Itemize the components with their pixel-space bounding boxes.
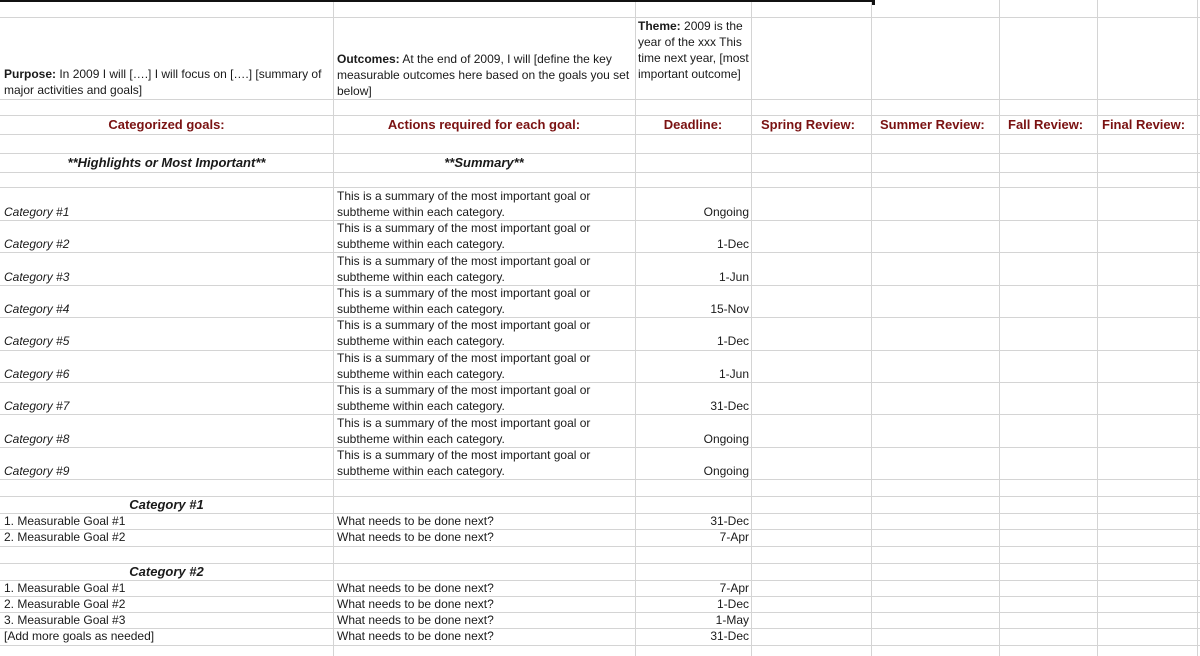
gridline <box>0 447 1200 448</box>
gridline <box>0 252 1200 253</box>
summary-text-line1[interactable]: This is a summary of the most important goal or <box>337 189 591 203</box>
summary-deadline[interactable]: 1-Dec <box>716 334 749 348</box>
gridline <box>0 382 1200 383</box>
goal-name[interactable]: 1. Measurable Goal #1 <box>4 581 126 595</box>
gridline <box>0 513 1200 514</box>
gridline <box>0 99 1200 100</box>
summary-text-line2[interactable]: subtheme within each category. <box>337 334 505 348</box>
summary-text-line2[interactable]: subtheme within each category. <box>337 367 505 381</box>
gridline <box>0 317 1200 318</box>
summary-deadline[interactable]: Ongoing <box>703 464 749 478</box>
gridline <box>0 172 1200 173</box>
gridline <box>0 612 1200 613</box>
summary-category[interactable]: Category #4 <box>4 302 70 316</box>
goal-name[interactable]: 2. Measurable Goal #2 <box>4 530 126 544</box>
gridline <box>0 17 1200 18</box>
highlights-heading[interactable]: **Highlights or Most Important** <box>67 155 266 170</box>
summary-text-line2[interactable]: subtheme within each category. <box>337 432 505 446</box>
summary-text-line1[interactable]: This is a summary of the most important goal or <box>337 318 591 332</box>
gridline <box>0 529 1200 530</box>
gridline <box>0 220 1200 221</box>
section-title-category-2[interactable]: Category #2 <box>129 564 204 579</box>
gridline <box>0 115 1200 116</box>
outcomes-label: Outcomes: <box>337 52 400 66</box>
theme-label: Theme: <box>638 19 681 33</box>
summary-category[interactable]: Category #7 <box>4 399 70 413</box>
goal-name[interactable]: 2. Measurable Goal #2 <box>4 597 126 611</box>
top-border <box>0 0 874 2</box>
col-header-summer-review[interactable]: Summer Review: <box>880 117 985 132</box>
goal-name[interactable]: 1. Measurable Goal #1 <box>4 514 126 528</box>
goal-action[interactable]: What needs to be done next? <box>337 629 494 643</box>
goal-deadline[interactable]: 1-May <box>715 613 749 627</box>
gridline <box>0 546 1200 547</box>
selection-handle <box>872 0 875 5</box>
goal-action[interactable]: What needs to be done next? <box>337 514 494 528</box>
summary-text-line2[interactable]: subtheme within each category. <box>337 302 505 316</box>
gridline <box>0 285 1200 286</box>
goal-deadline[interactable]: 1-Dec <box>716 597 749 611</box>
purpose-cell[interactable] <box>4 66 330 98</box>
goal-name[interactable]: [Add more goals as needed] <box>4 629 155 643</box>
summary-text-line2[interactable]: subtheme within each category. <box>337 237 505 251</box>
summary-deadline[interactable]: 31-Dec <box>710 399 749 413</box>
gridline <box>0 596 1200 597</box>
summary-category[interactable]: Category #1 <box>4 205 70 219</box>
theme-cell[interactable] <box>638 18 750 82</box>
col-header-deadline[interactable]: Deadline: <box>663 117 723 132</box>
summary-heading[interactable]: **Summary** <box>444 155 524 170</box>
summary-deadline[interactable]: Ongoing <box>703 205 749 219</box>
summary-text-line1[interactable]: This is a summary of the most important goal or <box>337 448 591 462</box>
summary-text-line1[interactable]: This is a summary of the most important goal or <box>337 416 591 430</box>
gridline <box>0 628 1200 629</box>
summary-deadline[interactable]: 1-Jun <box>718 367 749 381</box>
summary-text-line2[interactable]: subtheme within each category. <box>337 270 505 284</box>
goal-deadline[interactable]: 7-Apr <box>719 581 749 595</box>
summary-text-line2[interactable]: subtheme within each category. <box>337 464 505 478</box>
summary-text-line1[interactable]: This is a summary of the most important goal or <box>337 254 591 268</box>
gridline <box>0 187 1200 188</box>
col-header-categorized-goals[interactable]: Categorized goals: <box>108 117 225 132</box>
summary-text-line2[interactable]: subtheme within each category. <box>337 399 505 413</box>
summary-category[interactable]: Category #5 <box>4 334 70 348</box>
summary-text-line1[interactable]: This is a summary of the most important goal or <box>337 221 591 235</box>
goal-action[interactable]: What needs to be done next? <box>337 581 494 595</box>
summary-text-line2[interactable]: subtheme within each category. <box>337 205 505 219</box>
goal-deadline[interactable]: 7-Apr <box>719 530 749 544</box>
gridline <box>0 479 1200 480</box>
goal-action[interactable]: What needs to be done next? <box>337 613 494 627</box>
goal-deadline[interactable]: 31-Dec <box>710 629 749 643</box>
gridline <box>0 414 1200 415</box>
gridline <box>0 580 1200 581</box>
gridline <box>0 153 1200 154</box>
summary-text-line1[interactable]: This is a summary of the most important goal or <box>337 351 591 365</box>
gridline <box>0 645 1200 646</box>
section-title-category-1[interactable]: Category #1 <box>129 497 204 512</box>
summary-category[interactable]: Category #3 <box>4 270 70 284</box>
col-header-spring-review[interactable]: Spring Review: <box>761 117 855 132</box>
gridline <box>0 350 1200 351</box>
theme-text: 2009 is the year of the xxx This time next year, [most important outcome] <box>638 19 749 81</box>
summary-deadline[interactable]: 1-Jun <box>718 270 749 284</box>
col-header-final-review[interactable]: Final Review: <box>1102 117 1186 132</box>
col-header-actions[interactable]: Actions required for each goal: <box>387 117 581 132</box>
summary-text-line1[interactable]: This is a summary of the most important goal or <box>337 383 591 397</box>
purpose-text: In 2009 I will [….] I will focus on [….] [summary of major activities and goals] <box>4 67 322 97</box>
col-header-fall-review[interactable]: Fall Review: <box>1008 117 1084 132</box>
summary-deadline[interactable]: 15-Nov <box>710 302 749 316</box>
summary-category[interactable]: Category #8 <box>4 432 70 446</box>
summary-text-line1[interactable]: This is a summary of the most important goal or <box>337 286 591 300</box>
purpose-label: Purpose: <box>4 67 57 81</box>
summary-category[interactable]: Category #9 <box>4 464 70 478</box>
summary-category[interactable]: Category #6 <box>4 367 70 381</box>
goal-action[interactable]: What needs to be done next? <box>337 530 494 544</box>
summary-deadline[interactable]: 1-Dec <box>716 237 749 251</box>
goal-name[interactable]: 3. Measurable Goal #3 <box>4 613 126 627</box>
gridline <box>0 134 1200 135</box>
goal-deadline[interactable]: 31-Dec <box>710 514 749 528</box>
summary-deadline[interactable]: Ongoing <box>703 432 749 446</box>
outcomes-cell[interactable] <box>337 51 631 99</box>
summary-category[interactable]: Category #2 <box>4 237 70 251</box>
outcomes-text: At the end of 2009, I will [define the key measurable outcomes here based on the goals you set below] <box>337 52 630 98</box>
goal-action[interactable]: What needs to be done next? <box>337 597 494 611</box>
